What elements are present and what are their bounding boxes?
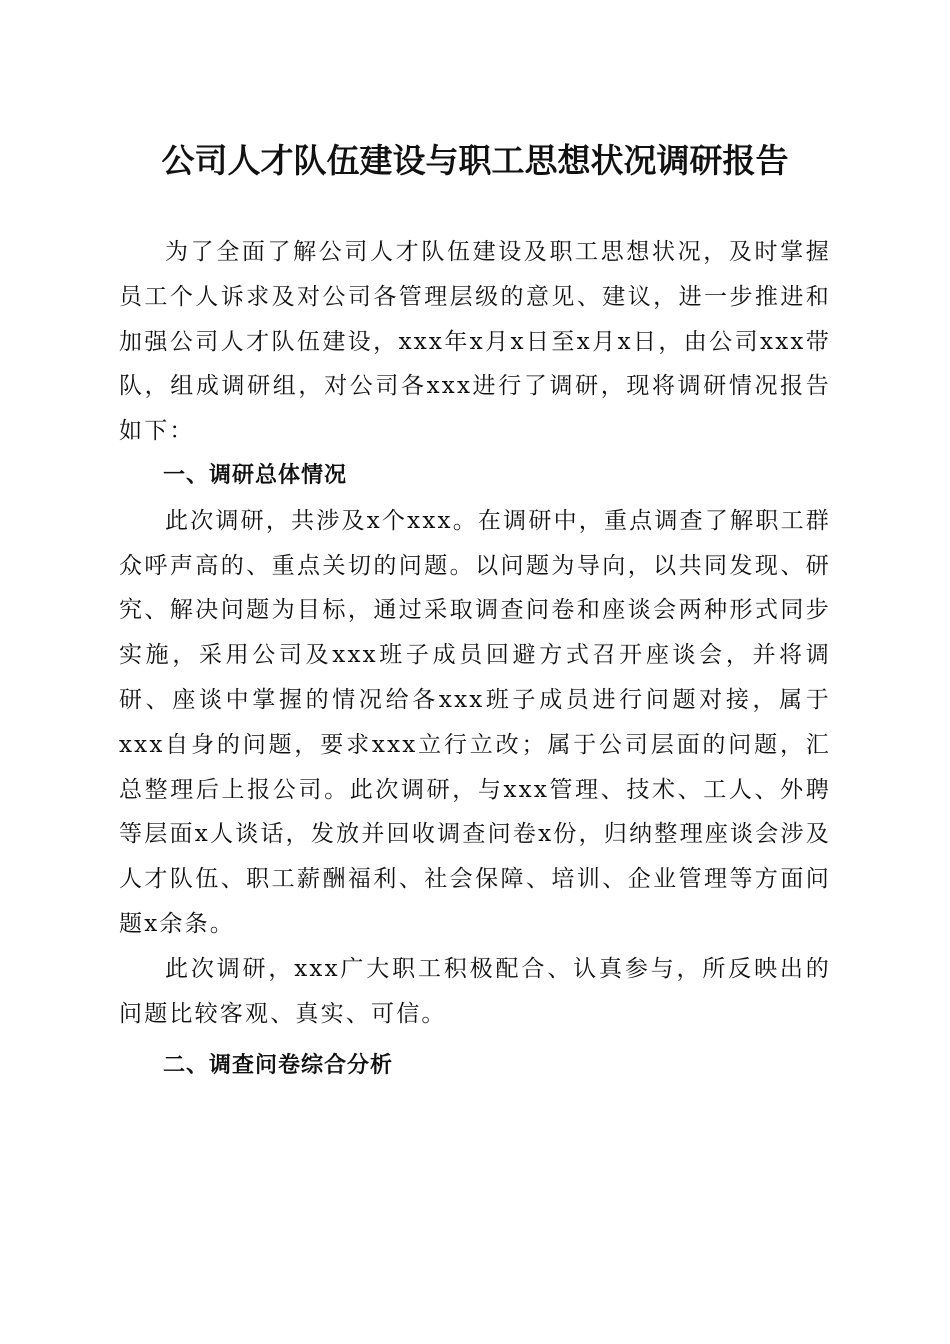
document-body [119,230,831,1089]
intro-paragraph: 为了全面了解公司人才队伍建设及职工思想状况，及时掌握员工个人诉求及对公司各管理层级的意见、建议，进一步推进和加强公司人才队伍建设，xxx年x月x日至x月x日，由公司xxx带队，组成调研组，对公司各xxx进行了调研，现将调研情况报告如下： [119,239,831,445]
section-heading-1: 一、调研总体情况 [163,462,348,488]
section-heading-2: 二、调查问卷综合分析 [163,1053,394,1079]
cooperation-paragraph: 此次调研，xxx广大职工积极配合、认真参与，所反映出的问题比较客观、真实、可信。 [119,955,831,1027]
survey-overview-paragraph: 此次调研，共涉及x个xxx。在调研中，重点调查了解职工群众呼声高的、重点关切的问题。以问题为导向，以共同发现、研究、解决问题为目标，通过采取调查问卷和座谈会两种形式同步实施，采用公司及xxx班子成员回避方式召开座谈会，并将调研、座谈中掌握的情况给各xxx班子成员进行问题对接，属于xxx自身的问题，要求xxx立行立改；属于公司层面的问题，汇总整理后上报公司。此次调研，与xxx管理、技术、工人、外聘等层面x人谈话，发放并回收调查问卷x份，归纳整理座谈会涉及人才队伍、职工薪酬福利、社会保障、培训、企业管理等方面问题x余条。 [119,507,831,937]
document-title: 公司人才队伍建设与职工思想状况调研报告 [161,141,789,180]
